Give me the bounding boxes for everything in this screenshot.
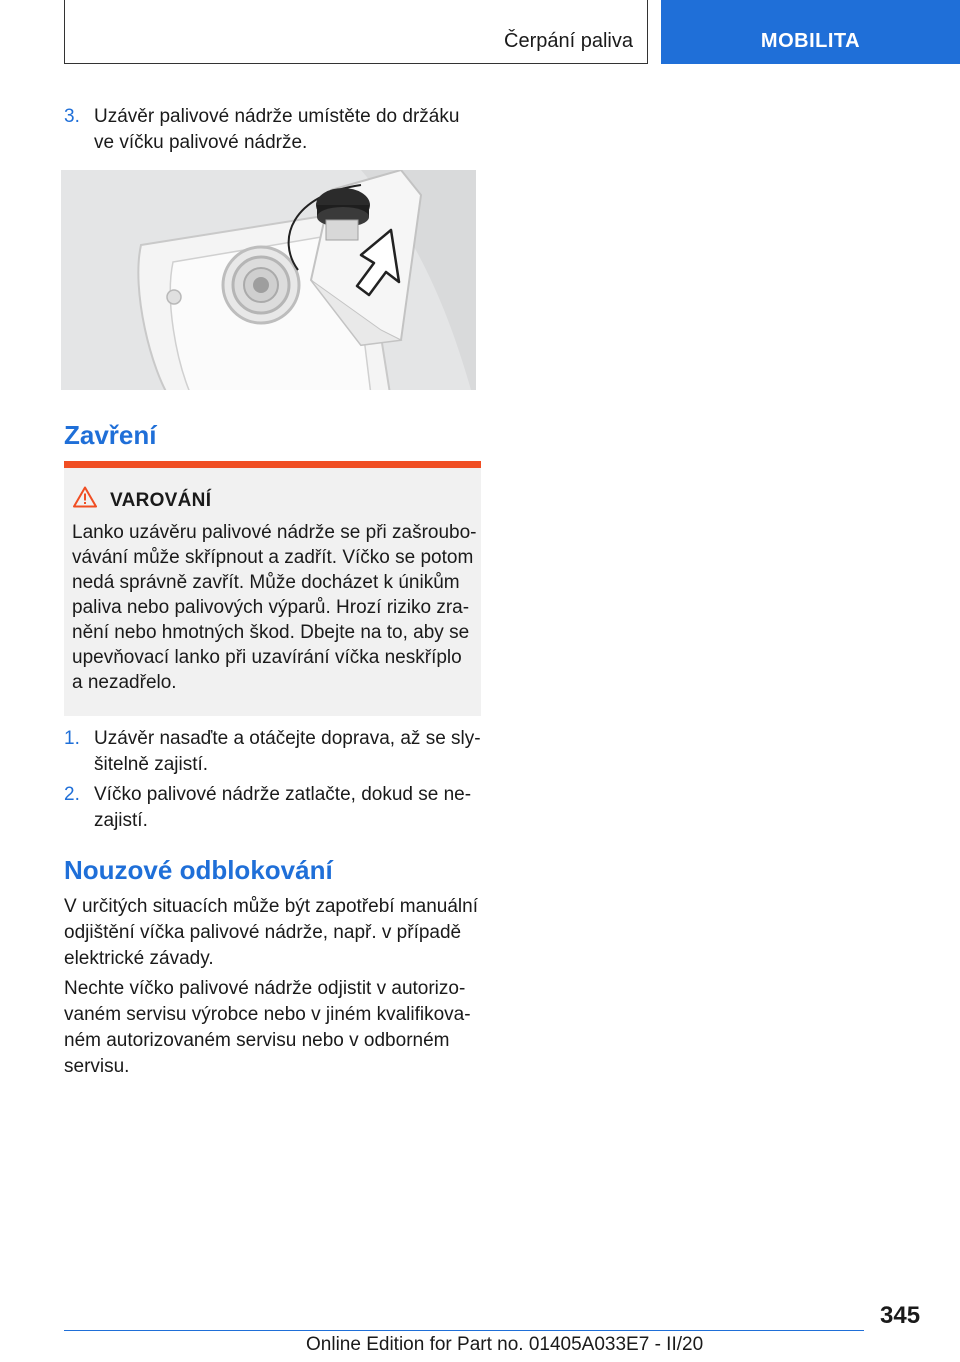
step-text: Uzávěr nasaďte a otáčejte doprava, až se sly‐šitelně zajistí. (94, 728, 481, 775)
warning-text: Lanko uzávěru palivové nádrže se při zašroubo‐vávání může skřípnout a zadřít. Víčko se potom nedá správně zavřít. Může docházet k únikům paliva nebo palivových výparů. Hrozí riziko zra‐nění nebo hmotných škod. Dbejte na to, aby se upevňovací lanko při uzavírání víčka neskříplo a nezadřelo. (72, 522, 477, 693)
fuel-cap-drawing (61, 170, 476, 390)
step-number: 3. (64, 106, 80, 127)
section-title-close: Zavření (64, 420, 157, 450)
header-chapter-tab[interactable]: MOBILITA (661, 0, 960, 64)
warning-title: VAROVÁNÍ (110, 490, 212, 511)
paragraph: V určitých situacích může být zapotřebí manuální odjištění víčka palivové nádrže, např. v případě elektrické závady. (64, 896, 478, 969)
page-number: 345 (880, 1302, 921, 1329)
step-number: 2. (64, 784, 80, 805)
fuel-cap-illustration (61, 170, 476, 390)
step-text: Víčko palivové nádrže zatlačte, dokud se ne‐zajistí. (94, 784, 472, 831)
step-item (64, 782, 481, 834)
warning-triangle-icon (73, 486, 97, 508)
paragraph: Nechte víčko palivové nádrže odjistit v autorizo‐vaném servisu výrobce nebo v jiném kvalifikova‐ném autorizovaném servisu nebo v odborném servisu. (64, 978, 471, 1077)
header-section-title: Čerpání paliva (504, 30, 633, 52)
step-text: Uzávěr palivové nádrže umístěte do držáku ve víčku palivové nádrže. (94, 106, 460, 153)
footer-divider (64, 1330, 864, 1331)
header-frame (64, 0, 648, 64)
warning-accent-bar (64, 461, 481, 468)
step-item (64, 726, 481, 778)
step-number: 1. (64, 728, 80, 749)
section-title-emergency-release: Nouzové odblokování (64, 855, 333, 885)
footer-edition: Online Edition for Part no. 01405A033E7 - II/20 (306, 1334, 704, 1355)
step-item (64, 104, 481, 156)
